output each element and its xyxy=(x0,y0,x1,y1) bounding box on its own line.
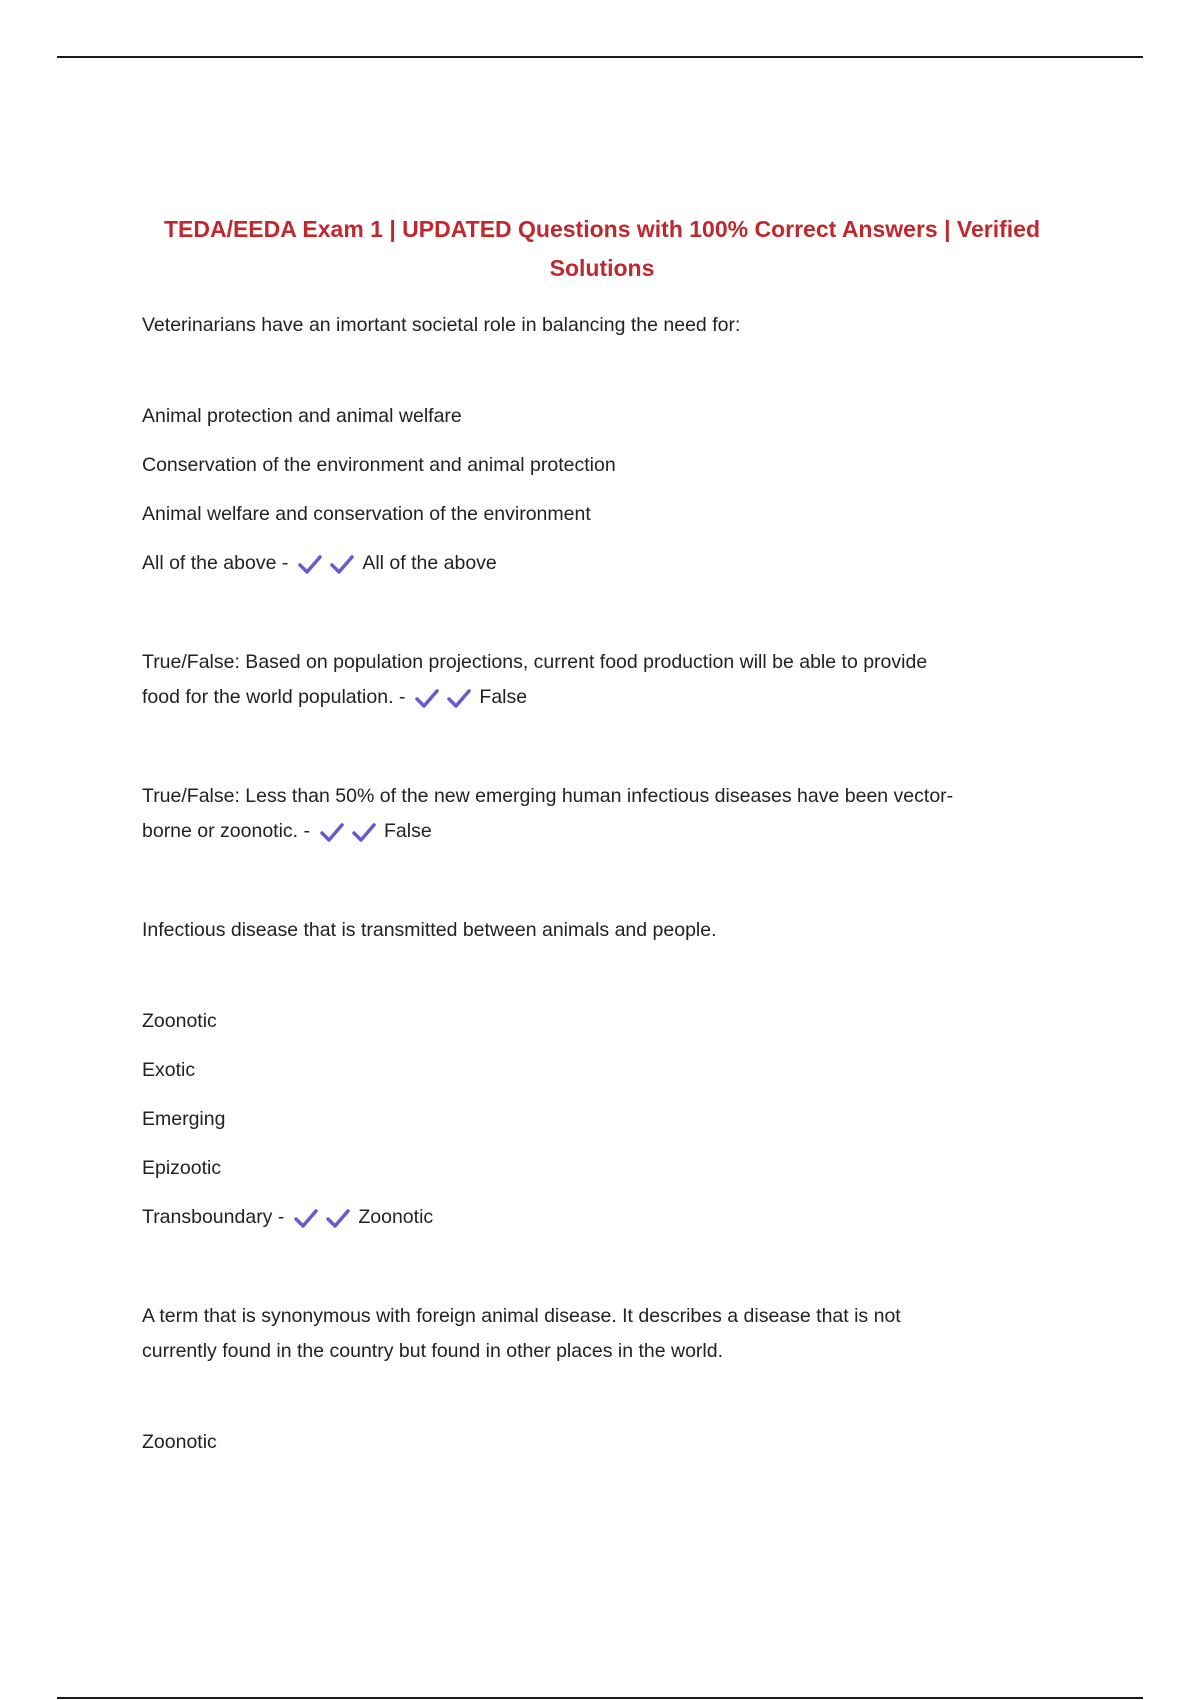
top-rule xyxy=(57,56,1143,58)
question-line-2: borne or zoonotic. - xyxy=(142,820,311,842)
answer-line xyxy=(142,680,1062,715)
option-3: Animal welfare and conservation of the environment xyxy=(142,503,591,525)
answer-line xyxy=(142,814,1062,849)
option-2: Conservation of the environment and animal protection xyxy=(142,454,616,476)
answer-marker xyxy=(298,553,362,575)
option-1: Zoonotic xyxy=(142,1010,217,1032)
option-1: Zoonotic xyxy=(142,1431,217,1453)
check-icon xyxy=(447,687,471,709)
option-1: Animal protection and animal welfare xyxy=(142,405,462,427)
question-line-1: True/False: Less than 50% of the new emerging human infectious diseases have been vector- xyxy=(142,785,954,807)
question-line-2: currently found in the country but found in other places in the world. xyxy=(142,1340,724,1362)
question-prompt: Veterinarians have an imortant societal role in balancing the need for: xyxy=(142,314,741,336)
bottom-rule xyxy=(57,1697,1143,1699)
check-icon xyxy=(298,553,322,575)
check-icon xyxy=(320,821,344,843)
question-1 xyxy=(142,308,1062,581)
question-prompt: Infectious disease that is transmitted between animals and people. xyxy=(142,919,717,941)
option-2: Exotic xyxy=(142,1059,196,1081)
question-line-2: food for the world population. - xyxy=(142,686,406,708)
option-3: Emerging xyxy=(142,1108,226,1130)
answer-line xyxy=(142,1200,1062,1235)
question-5 xyxy=(142,1299,1062,1460)
question-4 xyxy=(142,913,1062,1235)
check-icon xyxy=(294,1207,318,1229)
answer-text: False xyxy=(479,686,528,708)
document-page xyxy=(142,210,1062,1474)
question-3 xyxy=(142,779,1062,849)
answer-line xyxy=(142,546,1062,581)
question-line-1: True/False: Based on population projections, current food production will be able to provide xyxy=(142,651,928,673)
answer-marker xyxy=(320,821,384,843)
option-5: Transboundary - xyxy=(142,1206,285,1228)
question-line-1: A term that is synonymous with foreign animal disease. It describes a disease that is not xyxy=(142,1305,901,1327)
answer-text: Zoonotic xyxy=(358,1206,434,1228)
answer-text: All of the above xyxy=(362,552,497,574)
check-icon xyxy=(326,1207,350,1229)
check-icon xyxy=(415,687,439,709)
question-2 xyxy=(142,645,1062,715)
check-icon xyxy=(330,553,354,575)
answer-marker xyxy=(415,687,479,709)
document-title: TEDA/EEDA Exam 1 | UPDATED Questions with 100% Correct Answers | Verified Solutions xyxy=(163,216,1041,281)
option-4: All of the above - xyxy=(142,552,289,574)
answer-marker xyxy=(294,1207,358,1229)
option-4: Epizootic xyxy=(142,1157,222,1179)
check-icon xyxy=(352,821,376,843)
answer-text: False xyxy=(384,820,432,842)
